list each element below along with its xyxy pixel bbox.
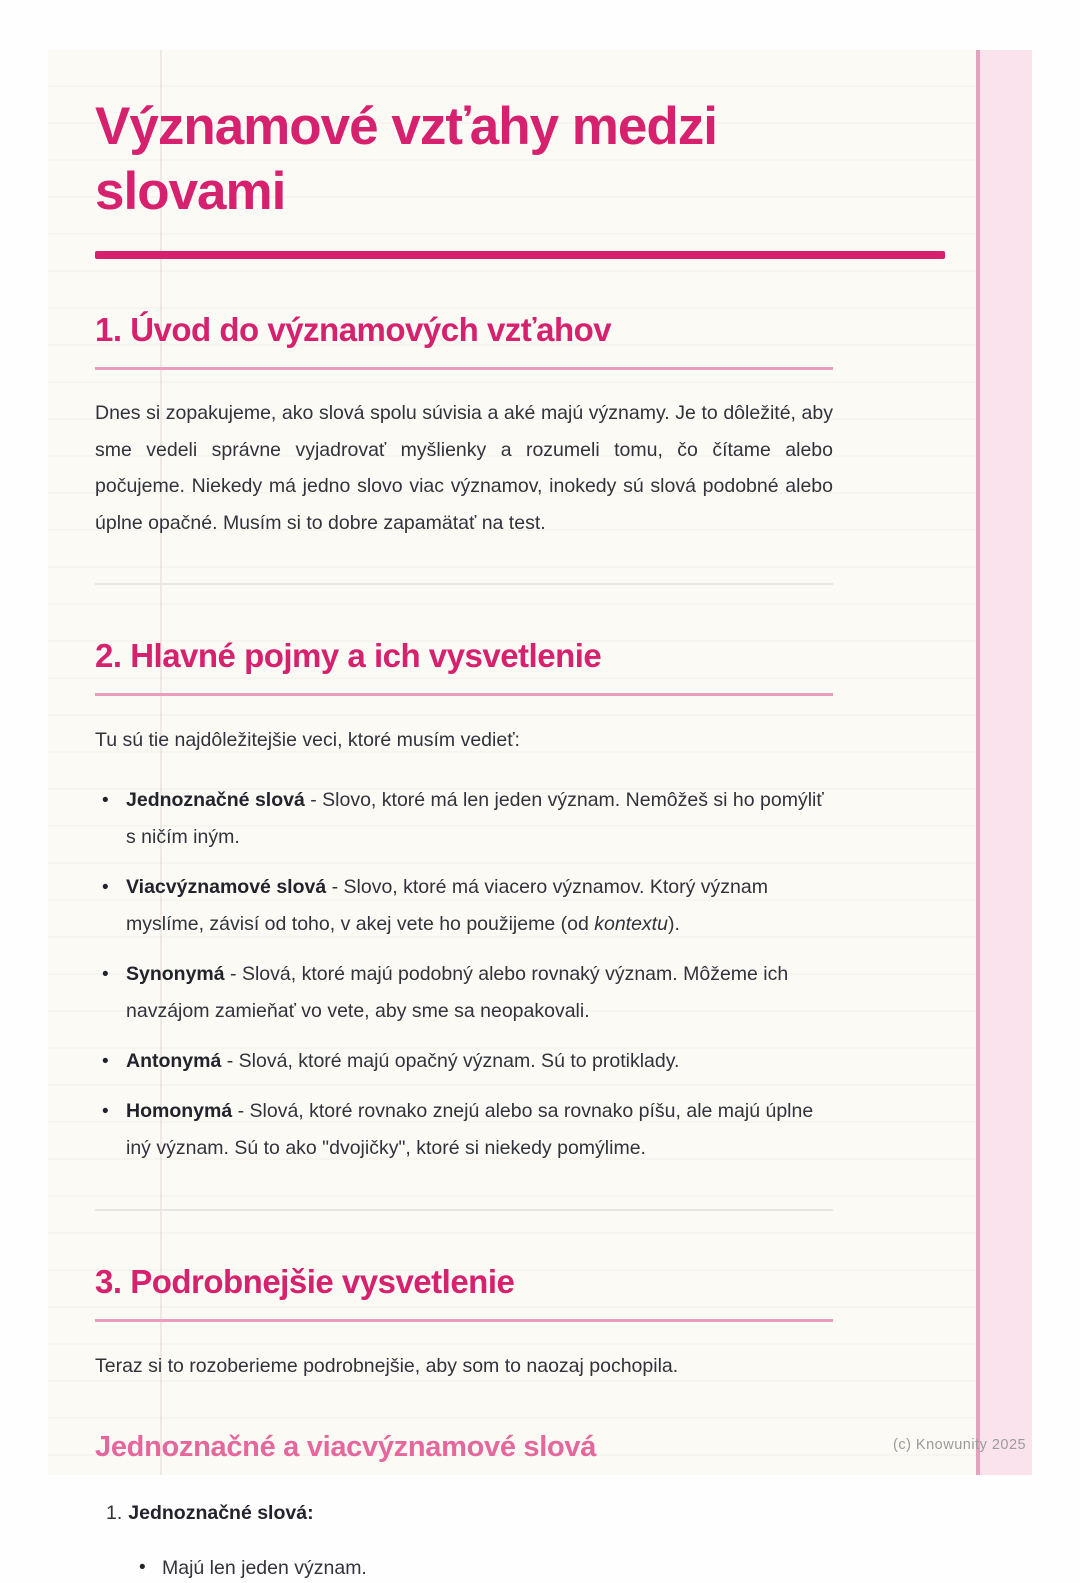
section-2-rule [95, 693, 833, 696]
section-2-intro: Tu sú tie najdôležitejšie veci, ktoré musím vedieť: [95, 722, 833, 759]
term-label: Synonymá [126, 963, 225, 985]
term-description: - Slová, ktoré majú opačný význam. Sú to protiklady. [221, 1050, 679, 1072]
page-content [95, 50, 947, 1583]
term-description: - Slovo, ktoré má viacero významov. Ktorý význam myslíme, závisí od toho, v akej vete ho použijeme (od [126, 876, 768, 935]
term-label: Antonymá [126, 1050, 221, 1072]
subsection-heading: Jednoznačné a viacvýznamové slová [95, 1429, 947, 1465]
title-rule [95, 251, 945, 259]
term-description-end: ). [668, 913, 680, 935]
section-1-rule [95, 367, 833, 370]
copyright-watermark: (c) Knowunity 2025 [893, 1437, 1026, 1453]
bullet-icon: • [102, 869, 109, 906]
term-label: Homonymá [126, 1100, 232, 1122]
bullet-icon: • [139, 1553, 146, 1583]
item-label: Jednoznačné slová: [128, 1502, 313, 1524]
section-divider [95, 1209, 833, 1211]
list-item [95, 1093, 833, 1167]
term-description: - Slovo, ktoré má len jeden význam. Nemôžeš si ho pomýliť s ničím iným. [126, 789, 824, 848]
section-1 [95, 310, 947, 541]
sub-list-item [95, 1553, 947, 1583]
section-1-heading: 1. Úvod do významových vzťahov [95, 310, 947, 350]
term-description: - Slová, ktoré rovnako znejú alebo sa rovnako píšu, ale majú úplne iný význam. Sú to ako "dvojičky", ktoré si niekedy pomýlime. [126, 1100, 813, 1159]
item-number: 1. [106, 1502, 122, 1524]
term-description: - Slová, ktoré majú podobný alebo rovnaký význam. Môžeme ich navzájom zamieňať vo vete, aby sme sa neopakovali. [126, 963, 788, 1022]
page-title: Významové vzťahy medzi slovami [95, 94, 855, 224]
section-3 [95, 1262, 947, 1583]
list-item [95, 956, 833, 1030]
section-1-paragraph: Dnes si zopakujeme, ako slová spolu súvisia a aké majú významy. Je to dôležité, aby sme vedeli správne vyjadrovať myšlienky a rozumeli tomu, čo čítame alebo počujeme. Niekedy má jedno slovo viac významov, inokedy sú slová podobné alebo úplne opačné. Musím si to dobre zapamätať na test. [95, 395, 833, 541]
numbered-item [95, 1498, 947, 1528]
term-label: Jednoznačné slová [126, 789, 305, 811]
list-item [95, 782, 833, 856]
list-item [95, 869, 833, 943]
concepts-list [95, 782, 833, 1167]
page-edge-strip [976, 50, 1032, 1475]
section-divider [95, 583, 833, 585]
section-2-heading: 2. Hlavné pojmy a ich vysvetlenie [95, 636, 947, 676]
bullet-icon: • [102, 782, 109, 819]
italic-word: kontextu [594, 913, 668, 935]
sub-item-text: Majú len jeden význam. [162, 1557, 367, 1579]
term-label: Viacvýznamové slová [126, 876, 326, 898]
list-item [95, 1043, 833, 1080]
section-2 [95, 636, 947, 1167]
document-page [48, 50, 1032, 1475]
section-3-heading: 3. Podrobnejšie vysvetlenie [95, 1262, 947, 1302]
bullet-icon: • [102, 1093, 109, 1130]
section-3-rule [95, 1319, 833, 1322]
bullet-icon: • [102, 956, 109, 993]
section-3-intro: Teraz si to rozoberieme podrobnejšie, aby som to naozaj pochopila. [95, 1348, 833, 1385]
bullet-icon: • [102, 1043, 109, 1080]
